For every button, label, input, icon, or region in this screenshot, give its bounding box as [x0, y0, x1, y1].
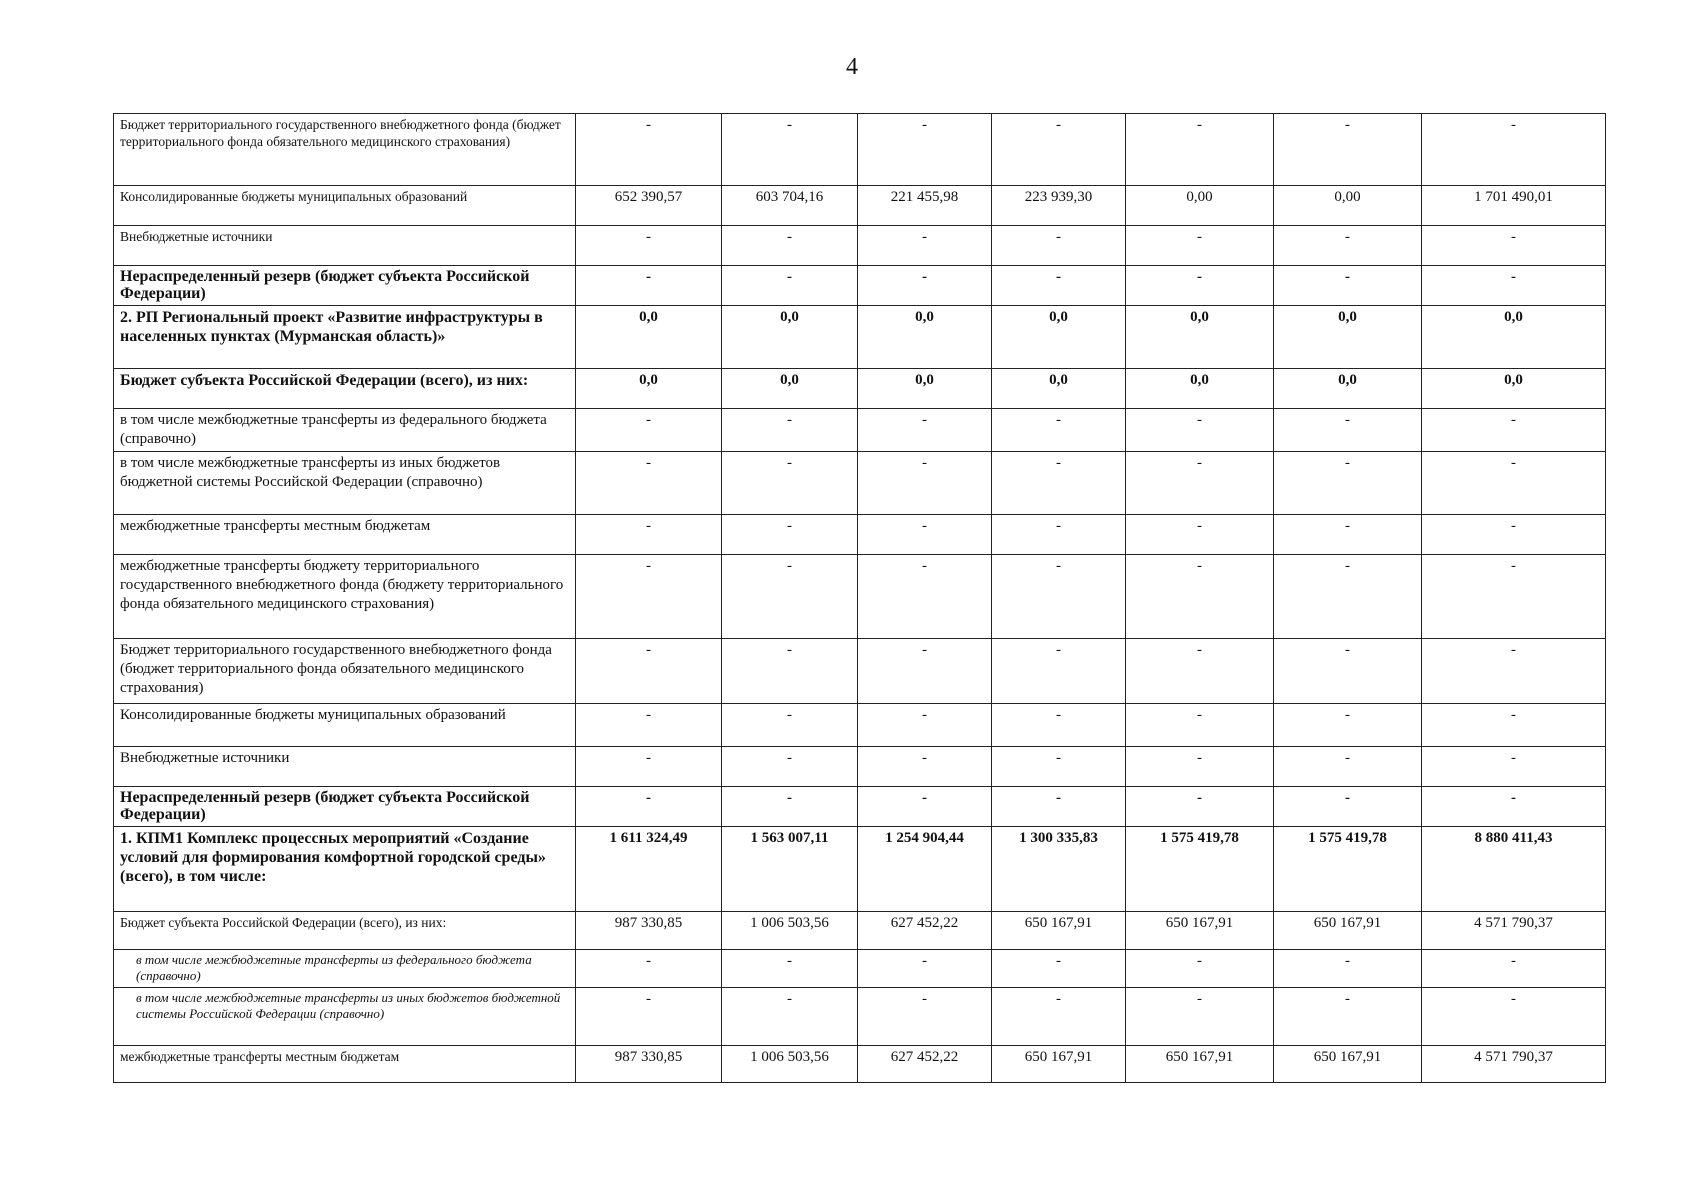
value-cell: - — [1422, 988, 1606, 1046]
value-cell: - — [992, 114, 1126, 186]
value-cell: - — [992, 409, 1126, 452]
value-cell: - — [858, 452, 992, 515]
table-row — [114, 787, 1606, 827]
value-cell: - — [858, 114, 992, 186]
value-cell: 1 575 419,78 — [1274, 827, 1422, 912]
value-cell: - — [722, 409, 858, 452]
value-cell: - — [722, 950, 858, 988]
value-cell: - — [1126, 950, 1274, 988]
value-cell: 0,0 — [1422, 369, 1606, 409]
value-cell: 0,0 — [992, 306, 1126, 369]
value-cell: - — [858, 747, 992, 787]
table-row — [114, 747, 1606, 787]
value-cell: - — [722, 452, 858, 515]
value-cell: - — [1274, 950, 1422, 988]
value-cell: - — [722, 114, 858, 186]
value-cell: - — [1274, 639, 1422, 704]
value-cell: - — [722, 988, 858, 1046]
row-label: в том числе межбюджетные трансферты из федерального бюджета (справочно) — [114, 950, 576, 988]
value-cell: 221 455,98 — [858, 186, 992, 226]
row-label: межбюджетные трансферты местным бюджетам — [114, 1046, 576, 1083]
value-cell: - — [576, 555, 722, 639]
table-row — [114, 186, 1606, 226]
value-cell: 223 939,30 — [992, 186, 1126, 226]
value-cell: - — [722, 639, 858, 704]
value-cell: - — [1126, 452, 1274, 515]
value-cell: 987 330,85 — [576, 1046, 722, 1083]
value-cell: 8 880 411,43 — [1422, 827, 1606, 912]
value-cell: - — [992, 704, 1126, 747]
value-cell: - — [576, 704, 722, 747]
value-cell: - — [576, 787, 722, 827]
table-row — [114, 515, 1606, 555]
value-cell: - — [992, 226, 1126, 266]
value-cell: - — [1422, 747, 1606, 787]
value-cell: - — [858, 555, 992, 639]
row-label: Бюджет территориального государственного внебюджетного фонда (бюджет территориального фонда обязательного медицинского страхования) — [114, 639, 576, 704]
value-cell: 650 167,91 — [1126, 1046, 1274, 1083]
value-cell: 0,0 — [1126, 369, 1274, 409]
value-cell: - — [1422, 787, 1606, 827]
value-cell: - — [1126, 747, 1274, 787]
value-cell: 650 167,91 — [1274, 912, 1422, 950]
value-cell: - — [576, 409, 722, 452]
value-cell: 4 571 790,37 — [1422, 1046, 1606, 1083]
value-cell: 4 571 790,37 — [1422, 912, 1606, 950]
value-cell: - — [992, 747, 1126, 787]
value-cell: - — [1274, 266, 1422, 306]
table-row — [114, 827, 1606, 912]
value-cell: - — [992, 787, 1126, 827]
table-row — [114, 1046, 1606, 1083]
value-cell: 0,0 — [1274, 369, 1422, 409]
value-cell: - — [858, 639, 992, 704]
value-cell: - — [858, 787, 992, 827]
table-row — [114, 950, 1606, 988]
value-cell: - — [576, 988, 722, 1046]
value-cell: 652 390,57 — [576, 186, 722, 226]
value-cell: 650 167,91 — [992, 912, 1126, 950]
value-cell: 1 563 007,11 — [722, 827, 858, 912]
row-label: Бюджет субъекта Российской Федерации (всего), из них: — [114, 369, 576, 409]
table-row — [114, 704, 1606, 747]
value-cell: - — [992, 950, 1126, 988]
value-cell: - — [858, 950, 992, 988]
value-cell: 650 167,91 — [1126, 912, 1274, 950]
value-cell: - — [1274, 114, 1422, 186]
value-cell: - — [1422, 409, 1606, 452]
value-cell: 0,0 — [992, 369, 1126, 409]
value-cell: - — [722, 226, 858, 266]
value-cell: 1 575 419,78 — [1126, 827, 1274, 912]
row-label: Консолидированные бюджеты муниципальных образований — [114, 186, 576, 226]
value-cell: - — [858, 266, 992, 306]
value-cell: - — [1274, 409, 1422, 452]
value-cell: - — [858, 704, 992, 747]
value-cell: - — [992, 266, 1126, 306]
value-cell: 1 701 490,01 — [1422, 186, 1606, 226]
value-cell: - — [1126, 515, 1274, 555]
table-row — [114, 266, 1606, 306]
table-row — [114, 114, 1606, 186]
value-cell: 0,0 — [722, 369, 858, 409]
value-cell: - — [1126, 988, 1274, 1046]
value-cell: - — [1274, 555, 1422, 639]
row-label: Бюджет территориального государственного внебюджетного фонда (бюджет территориального фонда обязательного медицинского страхования) — [114, 114, 576, 186]
value-cell: - — [1422, 266, 1606, 306]
value-cell: - — [858, 226, 992, 266]
value-cell: 1 254 904,44 — [858, 827, 992, 912]
value-cell: - — [1126, 226, 1274, 266]
table-row — [114, 369, 1606, 409]
value-cell: - — [1126, 409, 1274, 452]
value-cell: - — [1274, 452, 1422, 515]
value-cell: - — [722, 555, 858, 639]
table-row — [114, 912, 1606, 950]
value-cell: - — [858, 988, 992, 1046]
row-label: Нераспределенный резерв (бюджет субъекта Российской Федерации) — [114, 787, 576, 827]
value-cell: - — [1422, 950, 1606, 988]
value-cell: - — [576, 747, 722, 787]
value-cell: - — [576, 226, 722, 266]
value-cell: - — [1422, 515, 1606, 555]
value-cell: - — [576, 515, 722, 555]
value-cell: 1 300 335,83 — [992, 827, 1126, 912]
value-cell: - — [576, 950, 722, 988]
value-cell: - — [576, 266, 722, 306]
value-cell: 603 704,16 — [722, 186, 858, 226]
table-row — [114, 226, 1606, 266]
value-cell: - — [1274, 226, 1422, 266]
value-cell: - — [992, 515, 1126, 555]
value-cell: - — [1274, 704, 1422, 747]
value-cell: 0,0 — [1126, 306, 1274, 369]
value-cell: 0,0 — [722, 306, 858, 369]
value-cell: 650 167,91 — [992, 1046, 1126, 1083]
value-cell: - — [1422, 639, 1606, 704]
row-label: 1. КПМ1 Комплекс процессных мероприятий «Создание условий для формирования комфортной городской среды» (всего), в том числе: — [114, 827, 576, 912]
value-cell: - — [1274, 747, 1422, 787]
value-cell: 987 330,85 — [576, 912, 722, 950]
value-cell: 0,0 — [576, 369, 722, 409]
row-label: 2. РП Региональный проект «Развитие инфраструктуры в населенных пунктах (Мурманская область)» — [114, 306, 576, 369]
value-cell: 1 006 503,56 — [722, 912, 858, 950]
value-cell: 0,00 — [1274, 186, 1422, 226]
row-label: Внебюджетные источники — [114, 747, 576, 787]
value-cell: - — [992, 639, 1126, 704]
value-cell: - — [1422, 555, 1606, 639]
value-cell: - — [1126, 639, 1274, 704]
value-cell: - — [992, 555, 1126, 639]
value-cell: 650 167,91 — [1274, 1046, 1422, 1083]
value-cell: - — [722, 266, 858, 306]
row-label: Нераспределенный резерв (бюджет субъекта Российской Федерации) — [114, 266, 576, 306]
table-row — [114, 555, 1606, 639]
value-cell: - — [1126, 704, 1274, 747]
row-label: межбюджетные трансферты местным бюджетам — [114, 515, 576, 555]
value-cell: - — [1126, 266, 1274, 306]
table-row — [114, 409, 1606, 452]
value-cell: 0,0 — [1422, 306, 1606, 369]
value-cell: - — [1126, 787, 1274, 827]
row-label: в том числе межбюджетные трансферты из иных бюджетов бюджетной системы Российской Федерации (справочно) — [114, 988, 576, 1046]
value-cell: - — [576, 114, 722, 186]
row-label: Бюджет субъекта Российской Федерации (всего), из них: — [114, 912, 576, 950]
table-row — [114, 452, 1606, 515]
value-cell: - — [992, 988, 1126, 1046]
value-cell: - — [722, 704, 858, 747]
value-cell: 627 452,22 — [858, 1046, 992, 1083]
row-label: Консолидированные бюджеты муниципальных образований — [114, 704, 576, 747]
page-number: 4 — [846, 54, 858, 80]
value-cell: - — [576, 452, 722, 515]
value-cell: - — [1422, 704, 1606, 747]
value-cell: 627 452,22 — [858, 912, 992, 950]
row-label: межбюджетные трансферты бюджету территориального государственного внебюджетного фонда (бюджету территориального фонда обязательного медицинского страхования) — [114, 555, 576, 639]
value-cell: 0,0 — [858, 369, 992, 409]
value-cell: - — [858, 515, 992, 555]
table-row — [114, 306, 1606, 369]
value-cell: 1 611 324,49 — [576, 827, 722, 912]
table-row — [114, 988, 1606, 1046]
value-cell: - — [1274, 787, 1422, 827]
row-label: Внебюджетные источники — [114, 226, 576, 266]
value-cell: - — [722, 787, 858, 827]
value-cell: 0,0 — [1274, 306, 1422, 369]
value-cell: 0,0 — [858, 306, 992, 369]
value-cell: - — [1274, 988, 1422, 1046]
value-cell: 0,00 — [1126, 186, 1274, 226]
value-cell: 0,0 — [576, 306, 722, 369]
value-cell: - — [992, 452, 1126, 515]
table-row — [114, 639, 1606, 704]
value-cell: 1 006 503,56 — [722, 1046, 858, 1083]
value-cell: - — [1274, 515, 1422, 555]
value-cell: - — [1422, 114, 1606, 186]
value-cell: - — [722, 747, 858, 787]
value-cell: - — [1422, 452, 1606, 515]
value-cell: - — [1126, 114, 1274, 186]
value-cell: - — [1422, 226, 1606, 266]
row-label: в том числе межбюджетные трансферты из иных бюджетов бюджетной системы Российской Федерации (справочно) — [114, 452, 576, 515]
budget-table — [113, 113, 1606, 1083]
value-cell: - — [1126, 555, 1274, 639]
value-cell: - — [858, 409, 992, 452]
row-label: в том числе межбюджетные трансферты из федерального бюджета (справочно) — [114, 409, 576, 452]
value-cell: - — [576, 639, 722, 704]
value-cell: - — [722, 515, 858, 555]
